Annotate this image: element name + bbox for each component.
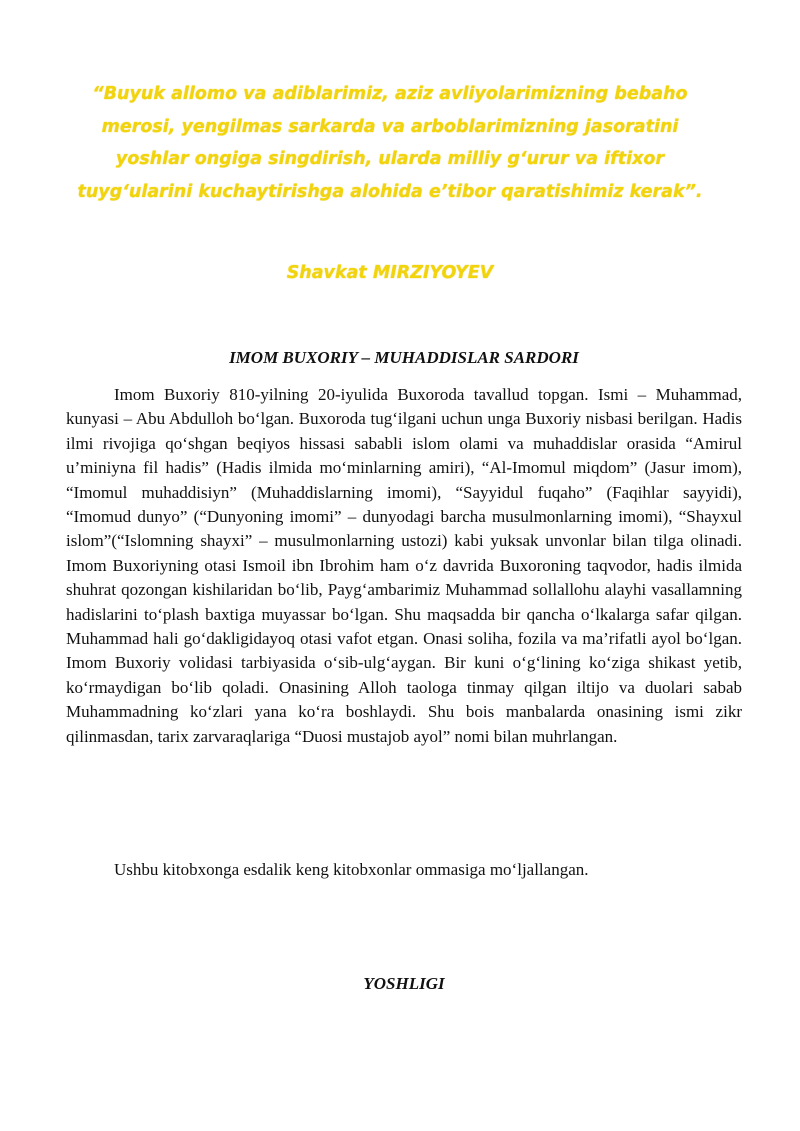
dedication-note: Ushbu kitobxonga esdalik keng kitobxonlar ommasiga mo‘ljallangan. <box>114 860 589 879</box>
epigraph-quote: “Buyuk allomo va adiblarimiz, aziz avliyolarimizning bebaho merosi, yengilmas sarkarda va arboblarimizning jasoratini yoshlar ongiga singdirish, ularda milliy g‘urur va iftixor tuyg‘ularini kuchaytirishga alohida e’tibor qaratishimiz kerak”. <box>77 84 703 202</box>
section-heading-yoshligi: YOSHLIGI <box>363 974 445 993</box>
epigraph-author: Shavkat MIRZIYOYEV <box>286 263 494 283</box>
section-heading-imom-buxoriy: IMOM BUXORIY – MUHADDISLAR SARDORI <box>229 348 579 367</box>
biography-paragraph: Imom Buxoriy 810-yilning 20-iyulida Buxoroda tavallud topgan. Ismi – Muhammad, kunyasi – Abu Abdulloh bo‘lgan. Buxoroda tug‘ilgani uchun unga Buxoriy nisbasi berilgan. Hadis ilmi rivojiga qo‘shgan beqiyos hissasi sababli islom olami va muhaddislar orasida “Amirul u’miniyna fil hadis” (Hadis ilmida mo‘minlarning amiri), “Al-Imomul miqdom” (Jasur imom), “Imomul muhaddisiyn” (Muhaddislarning imomi), “Sayyidul fuqaho” (Faqihlar sayyidi), “Imomud dunyo” (“Dunyoning imomi” – dunyodagi barcha musulmonlarning imomi), “Shayxul islom”(“Islomning shayxi” – musulmonlarning ustozi) kabi yuksak unvonlar bilan tilga olinadi. Imom Buxoriyning otasi Ismoil ibn Ibrohim ham o‘z davrida Buxoroning taqvodor, hadis ilmida shuhrat qozongan kishilaridan bo‘lib, Payg‘ambarimiz Muhammad sollallohu alayhi vasallamning hadislarini to‘plash baxtiga muyassar bo‘lgan. Shu maqsadda bir qancha o‘lkalarga safar qilgan. Muhammad hali go‘dakligidayoq otasi vafot etgan. Onasi soliha, fozila va ma’rifatli ayol bo‘lgan. Imom Buxoriy volidasi tarbiyasida o‘sib-ulg‘aygan. Bir kuni o‘g‘lining ko‘ziga shikast yetib, ko‘rmaydigan bo‘lib qoladi. Onasining Alloh taologa tinmay qilgan iltijo va duolari sabab Muhammadning ko‘zlari yana ko‘ra boshlaydi. Shu bois manbalarda onasining ismi zikr qilinmasdan, tarix zarvaraqlariga “Duosi mustajob ayol” nomi bilan muhrlangan. <box>66 385 742 746</box>
